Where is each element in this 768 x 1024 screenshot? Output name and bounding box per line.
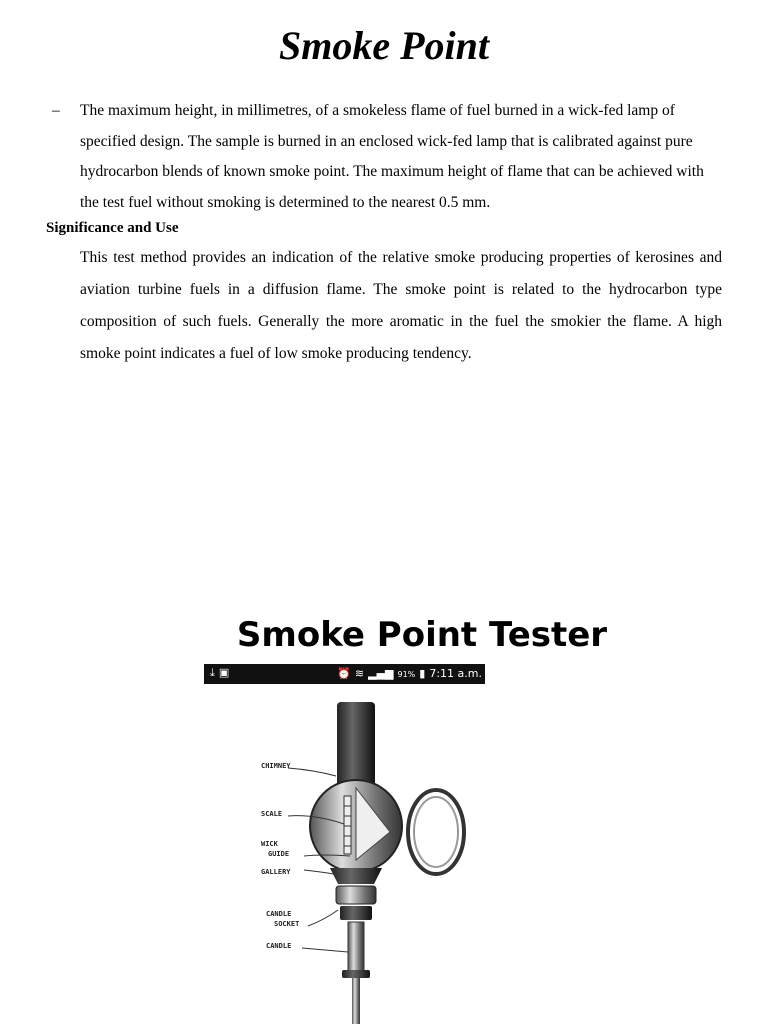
door-ring xyxy=(408,790,464,874)
signal-icon: ▂▄▆ xyxy=(368,667,394,680)
candle-socket-part xyxy=(336,886,376,904)
phone-status-bar xyxy=(204,664,485,684)
wifi-icon: ≋ xyxy=(354,667,365,680)
label-candle-top: CANDLE xyxy=(266,910,292,918)
battery-percent: 91% xyxy=(397,670,416,679)
significance-paragraph: This test method provides an indication of the relative smoke producing properties of kerosines and aviation turbine fuels in a diffusion flame. The smoke point is related to the hydrocarbon type composition of such fuels. Generally the more aromatic in the fuel the smokier the flame. A high smoke point indicates a fuel of low smoke producing tendency. xyxy=(80,249,722,362)
status-time: 7:11 a.m. xyxy=(429,667,482,680)
candle-part xyxy=(348,922,364,972)
alarm-icon: ⏰ xyxy=(337,667,351,680)
label-chimney: CHIMNEY xyxy=(261,762,291,770)
tester-photo xyxy=(204,664,485,1024)
definition-text: The maximum height, in millimetres, of a smokeless flame of fuel burned in a wick-fed lamp of specified design. The sample is burned in an enclosed wick-fed lamp that is calibrated against pure hydrocarbon blends of known smoke point. The maximum height of flame that can be achieved with the test fuel without smoking is determined to the nearest 0.5 mm. xyxy=(80,102,704,211)
page-title: Smoke Point xyxy=(278,23,490,68)
label-scale: SCALE xyxy=(261,810,283,818)
bullet-dash: – xyxy=(52,102,60,119)
clipboard-icon: ▣ xyxy=(218,666,234,679)
gallery-part xyxy=(330,868,382,884)
smoke-point-lamp-diagram xyxy=(204,684,485,1024)
battery-icon: ▮ xyxy=(419,667,426,680)
definition-bullet xyxy=(52,96,722,218)
download-icon: ⤓ xyxy=(210,666,219,679)
label-candle: CANDLE xyxy=(266,942,292,950)
significance-heading: Significance and Use xyxy=(46,220,179,236)
label-gallery: GALLERY xyxy=(261,868,291,876)
label-socket: SOCKET xyxy=(274,920,300,928)
tester-title: Smoke Point Tester xyxy=(236,615,608,655)
label-guide: GUIDE xyxy=(268,850,290,858)
label-wick: WICK xyxy=(261,840,278,848)
scale-part xyxy=(344,796,351,854)
